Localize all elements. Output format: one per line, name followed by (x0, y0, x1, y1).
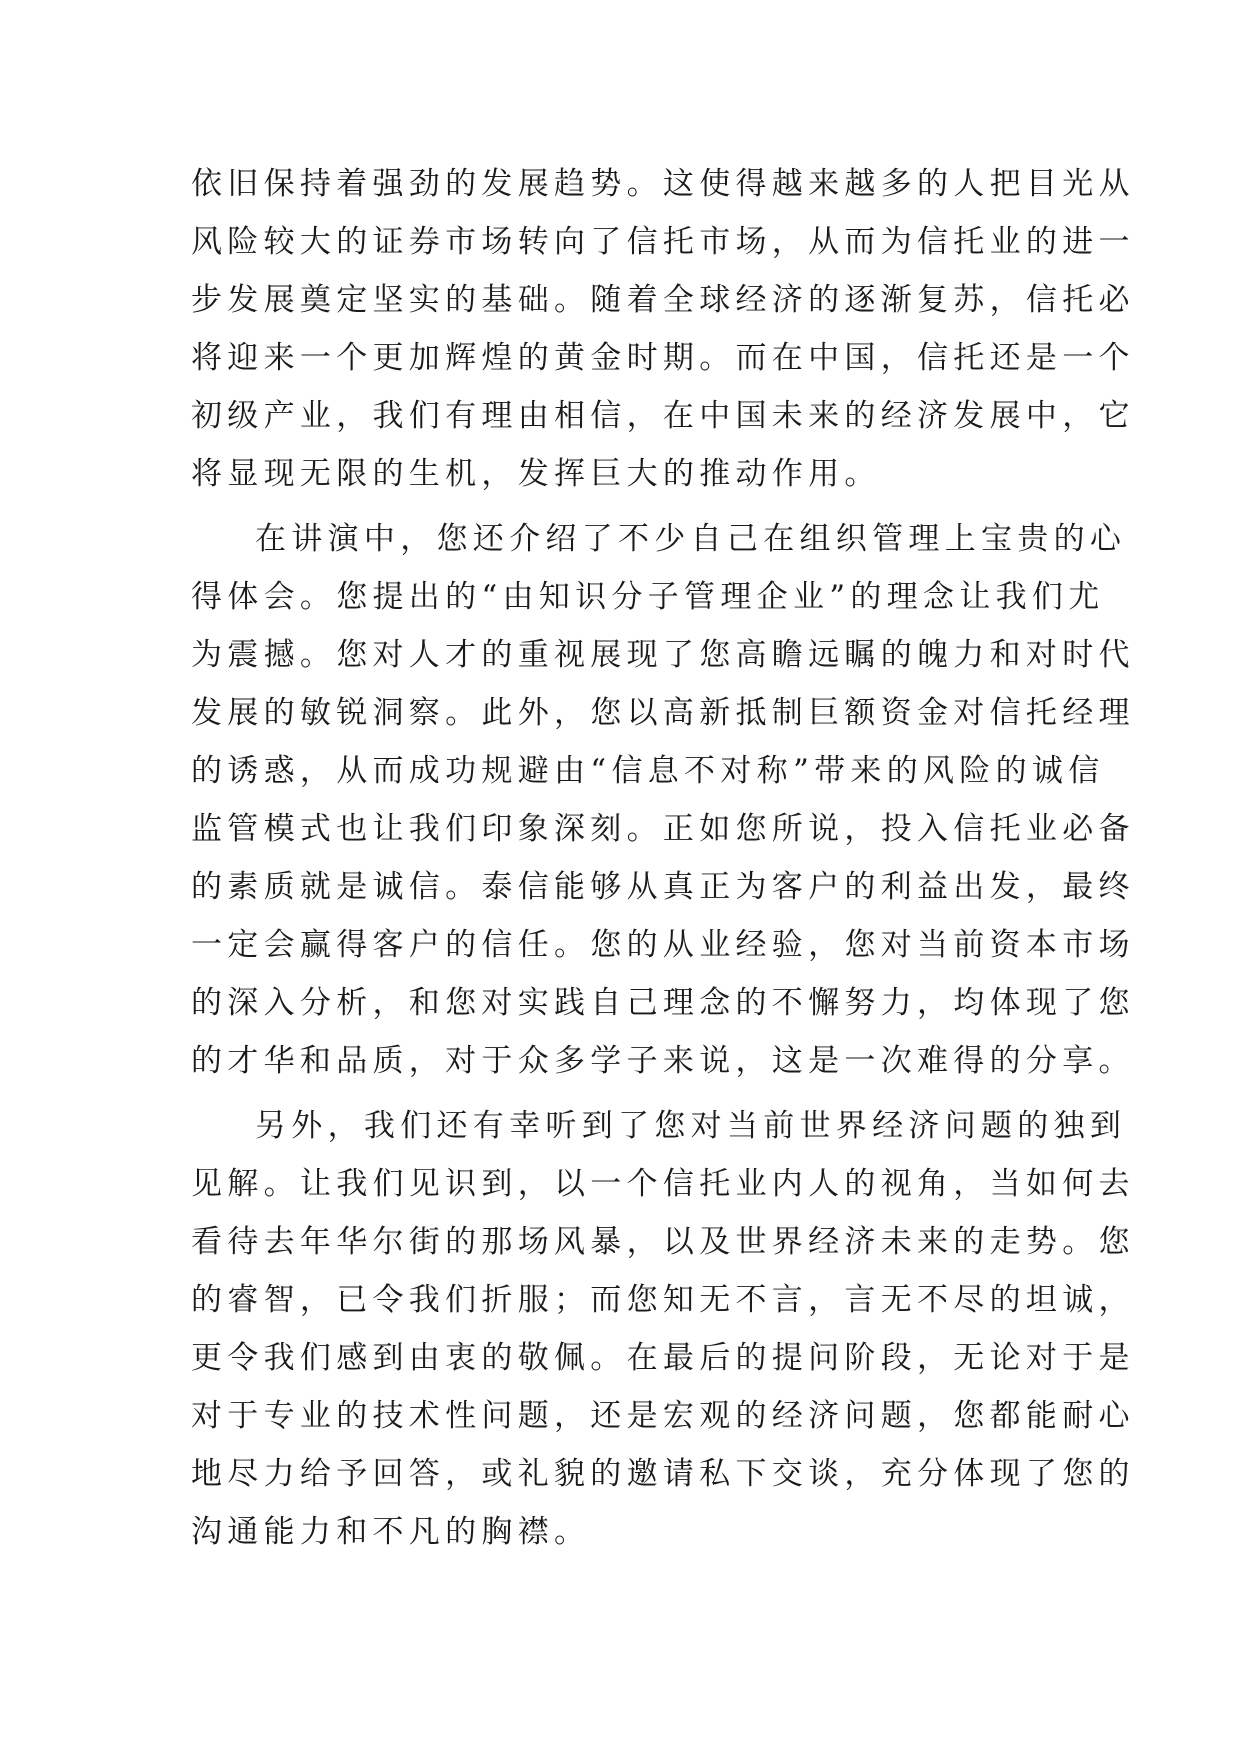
paragraph-spacer (191, 503, 1061, 510)
text-line: 沟通能力和不凡的胸襟。 (191, 1514, 591, 1550)
text-line: 见解。让我们见识到，以一个信托业内人的视角，当如何去 (191, 1166, 1135, 1202)
text-line: 的睿智，已令我们折服；而您知无不言，言无不尽的坦诚， (191, 1282, 1135, 1318)
paragraph-spacer (191, 1090, 1061, 1097)
text-line: 得体会。您提出的“由知识分子管理企业”的理念让我们尤 (191, 579, 1105, 615)
text-line: 依旧保持着强劲的发展趋势。这使得越来越多的人把目光从 (191, 166, 1135, 202)
paragraph-1 (191, 155, 1135, 503)
text-line: 将显现无限的生机，发挥巨大的推动作用。 (191, 456, 881, 492)
text-line: 对于专业的技术性问题，还是宏观的经济问题，您都能耐心 (191, 1398, 1135, 1434)
paragraph-2 (191, 510, 1135, 1090)
text-line: 在讲演中，您还介绍了不少自己在组织管理上宝贵的心 (255, 521, 1127, 557)
text-line: 一定会赢得客户的信任。您的从业经验，您对当前资本市场 (191, 927, 1135, 963)
text-line: 看待去年华尔街的那场风暴，以及世界经济未来的走势。您 (191, 1224, 1135, 1260)
text-line: 步发展奠定坚实的基础。随着全球经济的逐渐复苏，信托必 (191, 282, 1135, 318)
text-line: 的诱惑，从而成功规避由“信息不对称”带来的风险的诚信 (191, 753, 1105, 789)
text-line: 发展的敏锐洞察。此外，您以高新抵制巨额资金对信托经理 (191, 695, 1135, 731)
paragraph-3 (191, 1097, 1135, 1561)
text-line: 监管模式也让我们印象深刻。正如您所说，投入信托业必备 (191, 811, 1135, 847)
text-line: 的深入分析，和您对实践自己理念的不懈努力，均体现了您 (191, 985, 1135, 1021)
text-line: 另外，我们还有幸听到了您对当前世界经济问题的独到 (255, 1108, 1127, 1144)
text-line: 的才华和品质，对于众多学子来说，这是一次难得的分享。 (191, 1043, 1135, 1079)
text-line: 风险较大的证券市场转向了信托市场，从而为信托业的进一 (191, 224, 1135, 260)
text-line: 地尽力给予回答，或礼貌的邀请私下交谈，充分体现了您的 (191, 1456, 1135, 1492)
text-line: 的素质就是诚信。泰信能够从真正为客户的利益出发，最终 (191, 869, 1135, 905)
text-line: 将迎来一个更加辉煌的黄金时期。而在中国，信托还是一个 (191, 340, 1135, 376)
text-line: 更令我们感到由衷的敬佩。在最后的提问阶段，无论对于是 (191, 1340, 1135, 1376)
text-line: 初级产业，我们有理由相信，在中国未来的经济发展中，它 (191, 398, 1135, 434)
text-line: 为震撼。您对人才的重视展现了您高瞻远瞩的魄力和对时代 (191, 637, 1135, 673)
document-body (191, 155, 1135, 1561)
